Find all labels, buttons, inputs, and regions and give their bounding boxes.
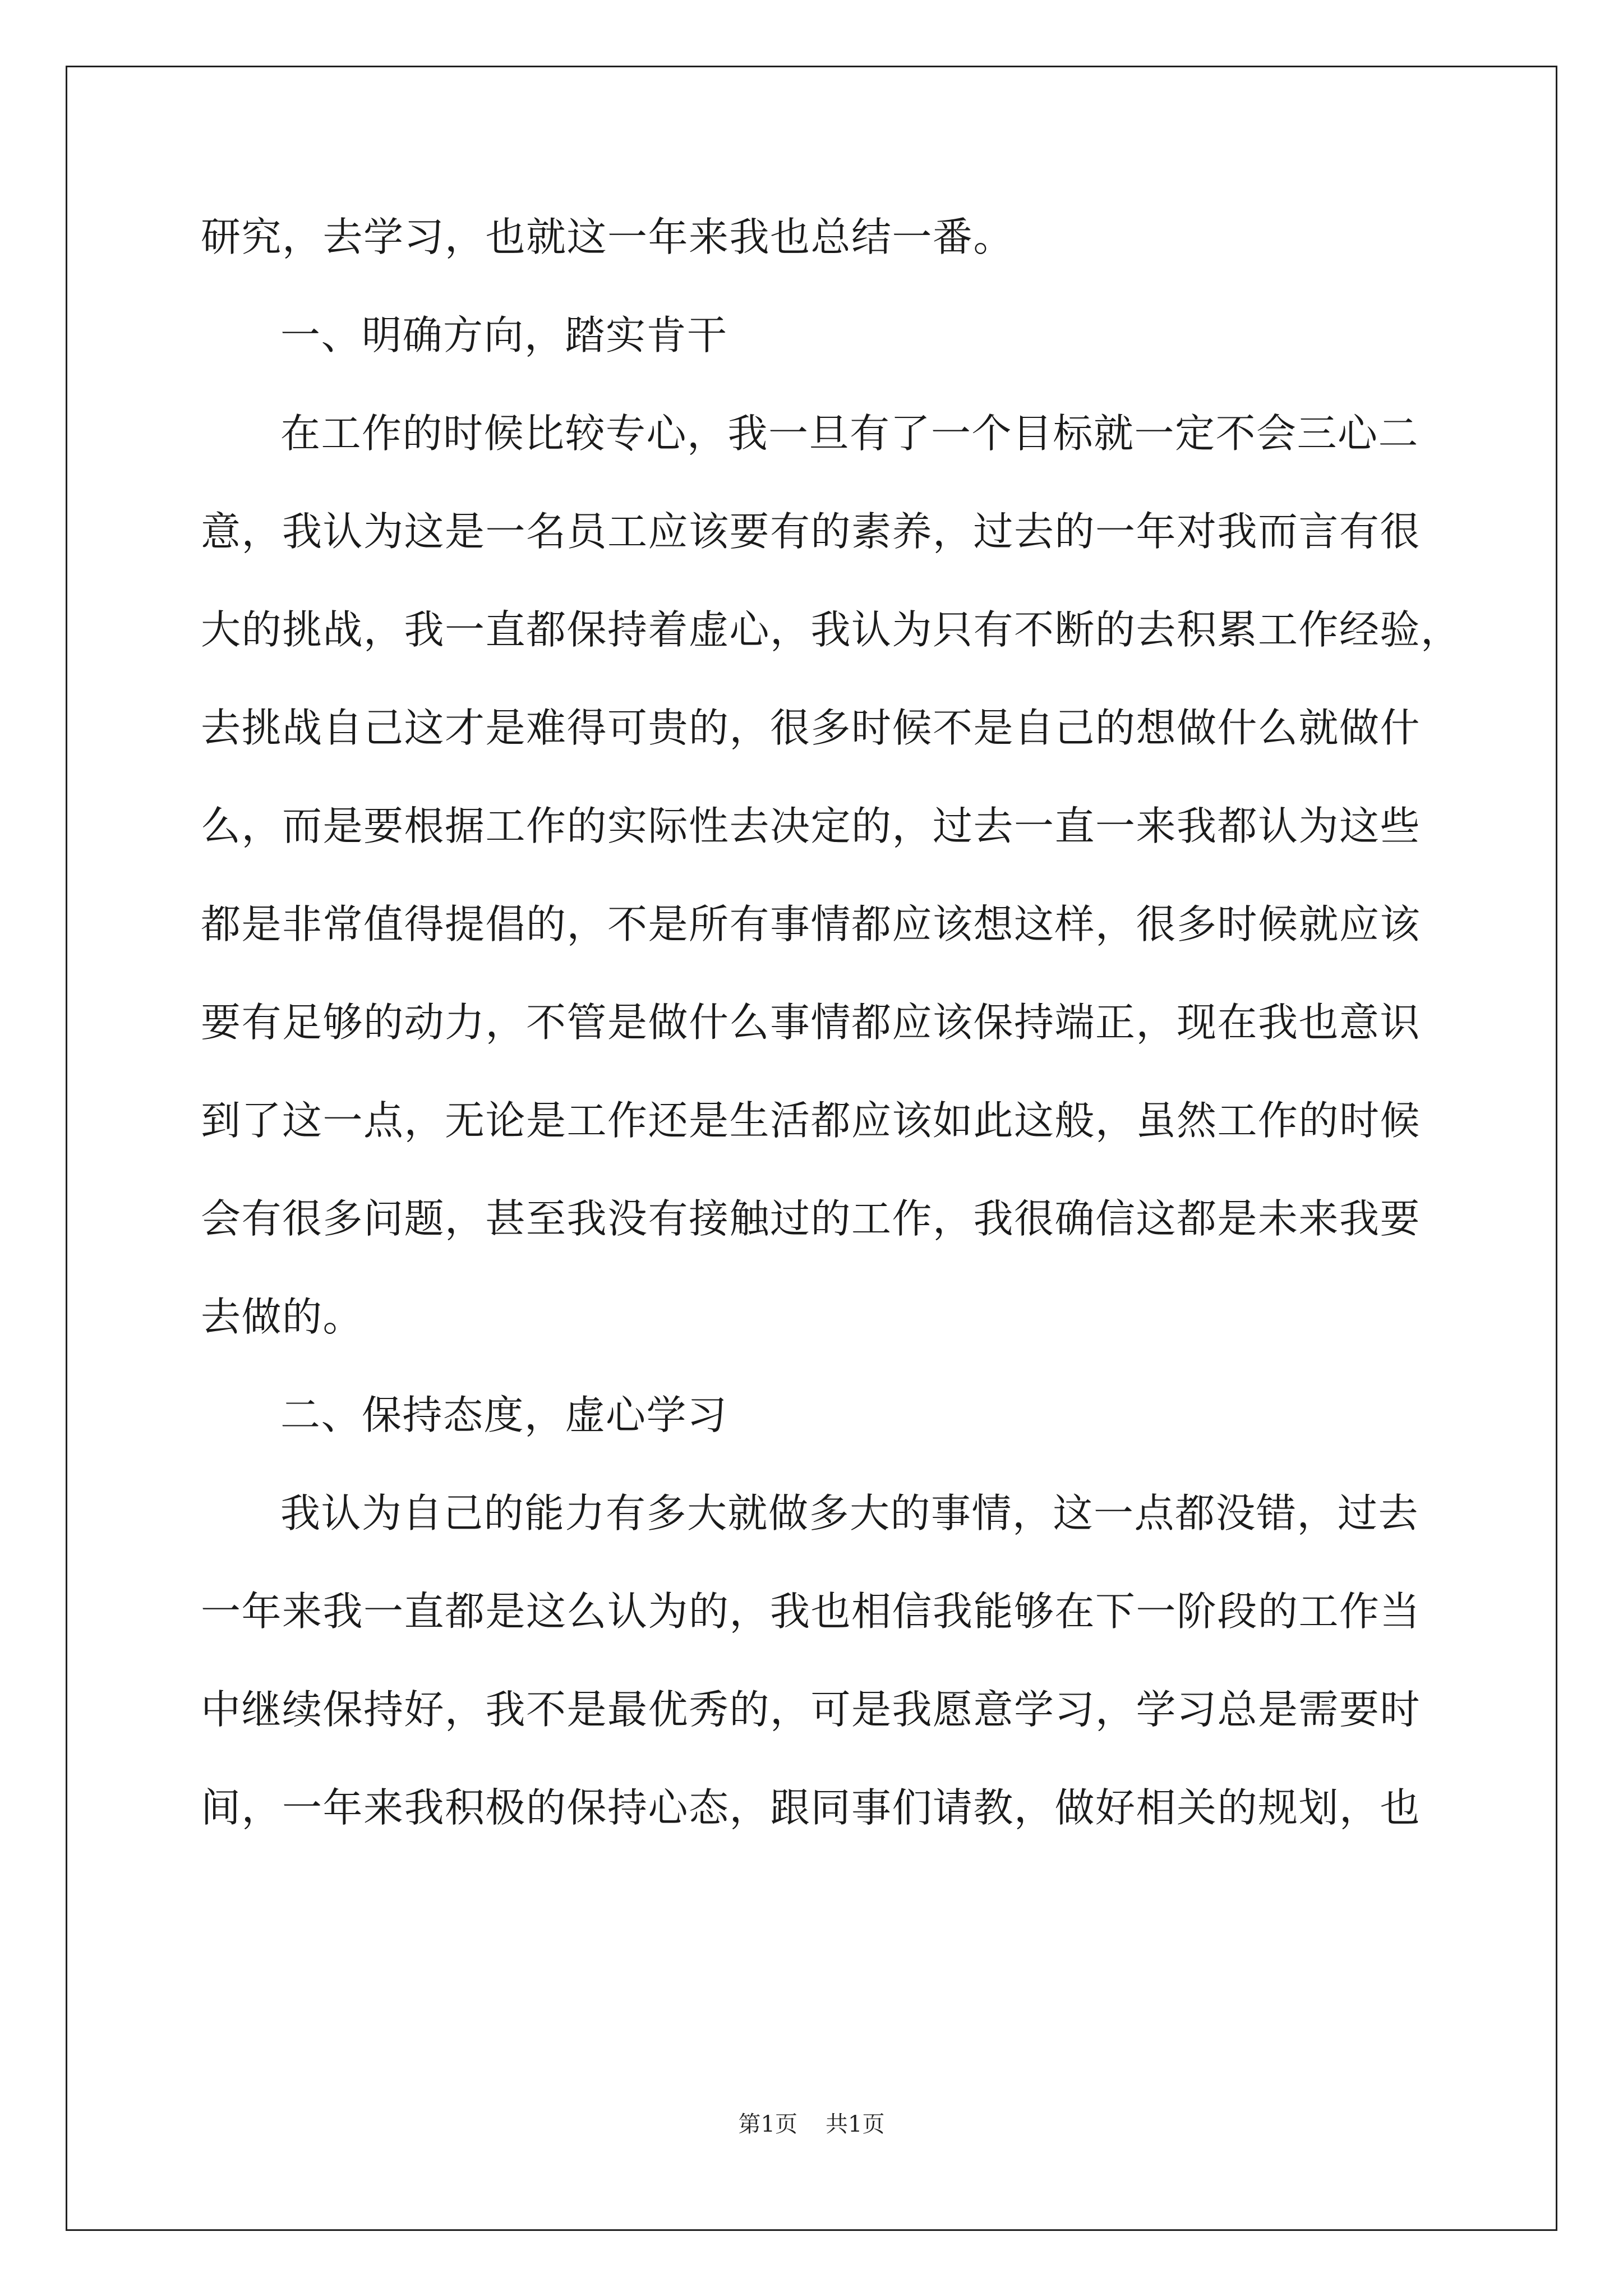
page-footer: [0, 2110, 1623, 2138]
body-line: 间，一年来我积极的保持心态，跟同事们请教，做好相关的规划，也: [201, 1784, 1421, 1831]
body-line: 都是非常值得提倡的，不是所有事情都应该想这样，很多时候就应该: [201, 901, 1421, 947]
body-line: 要有足够的动力，不管是做什么事情都应该保持端正，现在我也意识: [201, 999, 1421, 1046]
body-line: 大的挑战，我一直都保持着虚心，我认为只有不断的去积累工作经验，: [201, 606, 1461, 653]
body-line: 到了这一点，无论是工作还是生活都应该如此这般，虽然工作的时候: [201, 1097, 1421, 1144]
body-line: 我认为自己的能力有多大就做多大的事情，这一点都没错，过去: [280, 1490, 1419, 1536]
body-line: 一年来我一直都是这么认为的，我也相信我能够在下一阶段的工作当: [201, 1588, 1421, 1635]
body-line: 么，而是要根据工作的实际性去决定的，过去一直一来我都认为这些: [201, 803, 1421, 849]
page-border: [66, 66, 1557, 2231]
body-line: 意，我认为这是一名员工应该要有的素养，过去的一年对我而言有很: [201, 508, 1421, 555]
section-heading: 一、明确方向，踏实肯干: [280, 312, 728, 358]
body-line: 去做的。: [201, 1294, 364, 1340]
page-total: 共1页: [826, 2111, 885, 2137]
body-line: 去挑战自己这才是难得可贵的，很多时候不是自己的想做什么就做什: [201, 705, 1421, 751]
section-heading: 二、保持态度，虚心学习: [280, 1392, 728, 1438]
body-line: 在工作的时候比较专心，我一旦有了一个目标就一定不会三心二: [280, 410, 1419, 457]
body-line: 研究，去学习，也就这一年来我也总结一番。: [201, 214, 1015, 260]
body-line: 中继续保持好，我不是最优秀的，可是我愿意学习，学习总是需要时: [201, 1686, 1421, 1733]
page-number: 第1页: [738, 2111, 797, 2137]
body-line: 会有很多问题，甚至我没有接触过的工作，我很确信这都是未来我要: [201, 1195, 1421, 1242]
